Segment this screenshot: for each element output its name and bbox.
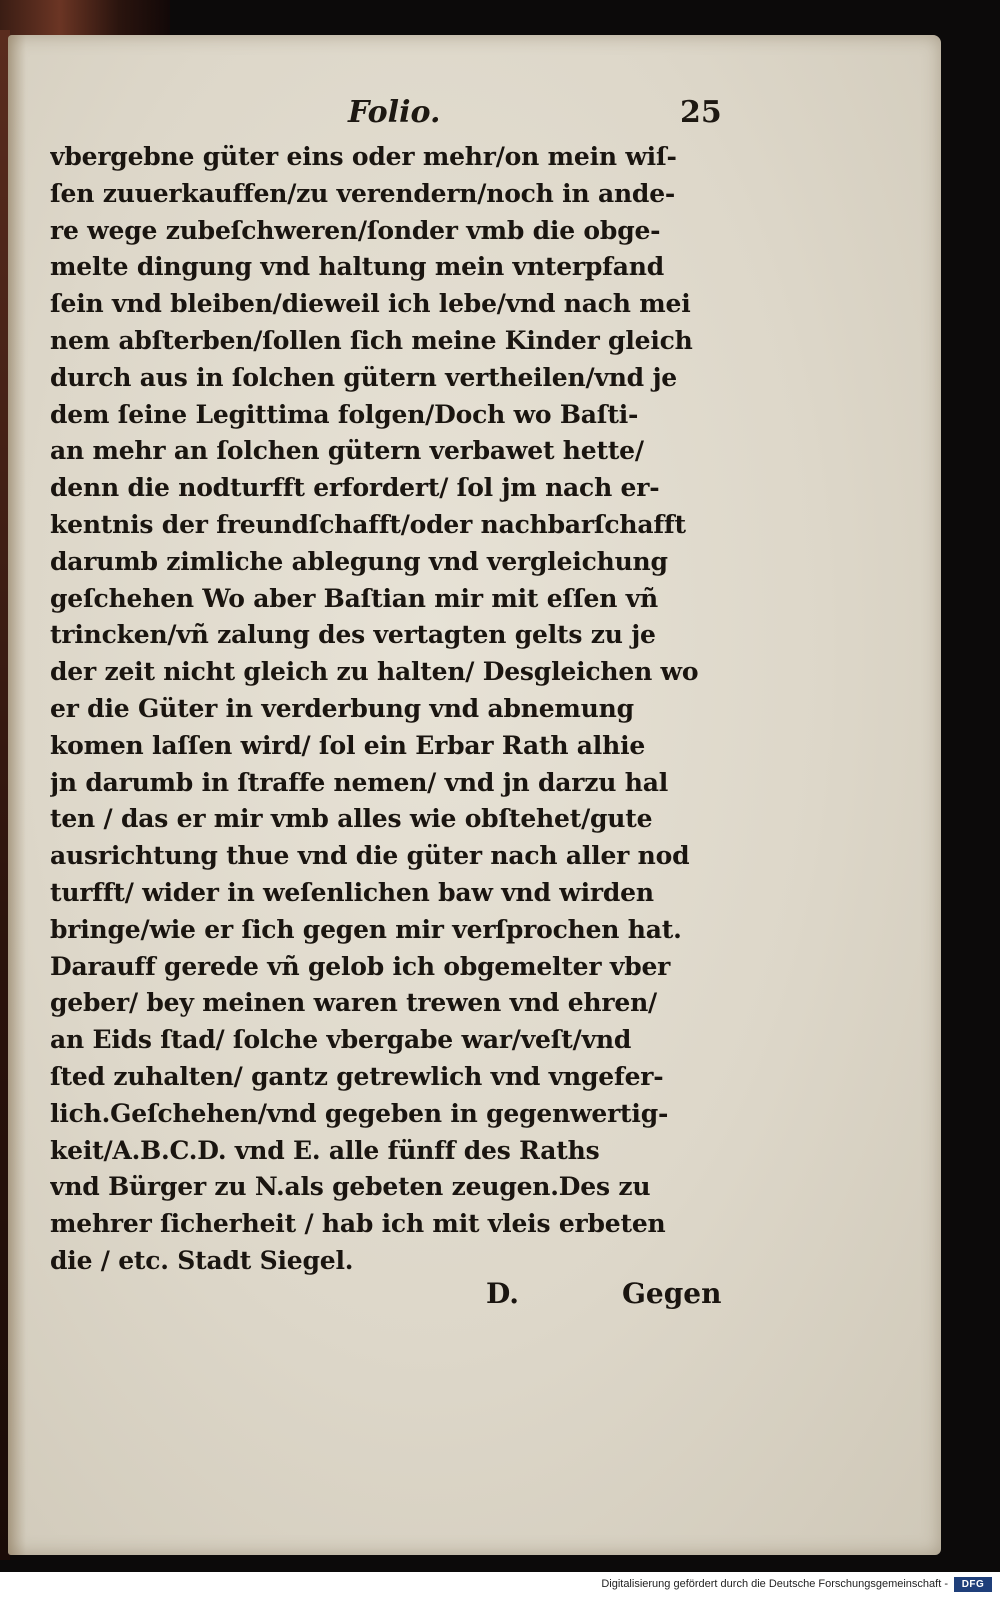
text-line: vbergebne güter eins oder mehr/on mein wiſ-	[50, 142, 677, 171]
text-line: er die Güter in verderbung vnd abnemung	[50, 693, 634, 723]
text-line: denn die nodturfft erfordert/ ſol jm nach er-	[50, 473, 660, 503]
footer-credit: Digitalisierung gefördert durch die Deutsche Forschungsgemeinschaft -	[601, 1578, 948, 1590]
text-line: die / etc. Stadt Siegel.	[50, 1245, 354, 1275]
text-line: komen laſſen wird/ ſol ein Erbar Rath alhie	[50, 730, 646, 760]
book-page	[8, 35, 941, 1555]
body-text	[50, 139, 750, 1280]
text-line: der zeit nicht gleich zu halten/ Desgleichen wo	[50, 657, 699, 687]
text-line: ten / das er mir vmb alles wie obſtehet/gute	[50, 804, 653, 834]
page-gutter-shadow	[8, 35, 26, 1555]
text-line: mehrer ſicherheit / hab ich mit vleis erbeten	[50, 1209, 666, 1239]
text-line: geſchehen Wo aber Baſtian mir mit eſſen vñ	[50, 583, 659, 613]
text-line: melte dingung vnd haltung mein vnterpfand	[50, 252, 664, 282]
text-line: keit/A.B.C.D. vnd E. alle fünff des Raths	[50, 1135, 600, 1165]
text-line: ausrichtung thue vnd die güter nach aller nod	[50, 841, 690, 871]
text-line: lich.Geſchehen/vnd gegeben in gegenwertig-	[50, 1098, 669, 1128]
text-line: dem ſeine Legittima folgen/Doch wo Baſti-	[50, 399, 639, 429]
running-head-title: Folio.	[348, 95, 441, 130]
text-line: turfft/ wider in weſenlichen baw vnd wirden	[50, 877, 654, 907]
catchword-line	[8, 1277, 941, 1317]
text-line: ſen zuuerkauffen/zu verendern/noch in ande-	[50, 178, 676, 208]
catchword: Gegen	[622, 1277, 722, 1310]
text-line: ſted zuhalten/ gantz getrewlich vnd vngefer-	[50, 1061, 664, 1091]
text-line: kentnis der freundſchafft/oder nachbarſchafft	[50, 509, 686, 539]
text-line: trincken/vñ zalung des vertagten gelts zu je	[50, 620, 656, 650]
text-line: darumb zimliche ablegung vnd vergleichung	[50, 546, 668, 576]
text-line: an mehr an ſolchen gütern verbawet hette/	[50, 436, 644, 466]
running-head	[8, 95, 941, 135]
text-line: bringe/wie er ſich gegen mir verſprochen hat.	[50, 914, 682, 944]
text-line: jn darumb in ſtraffe nemen/ vnd jn darzu hal	[50, 767, 669, 797]
text-line: ſein vnd bleiben/dieweil ich lebe/vnd nach mei	[50, 289, 691, 319]
digitization-footer	[0, 1572, 1000, 1599]
text-line: durch aus in ſolchen gütern vertheilen/vnd je	[50, 362, 678, 392]
page-number: 25	[680, 95, 722, 130]
text-line: an Eids ſtad/ ſolche vbergabe war/veſt/vnd	[50, 1025, 632, 1055]
text-line: geber/ bey meinen waren trewen vnd ehren/	[50, 988, 657, 1018]
text-line: nem abſterben/ſollen ſich meine Kinder gleich	[50, 325, 693, 355]
text-line: re wege zubeſchweren/ſonder vmb die obge-	[50, 215, 661, 245]
dfg-logo: DFG	[954, 1577, 992, 1592]
signature-mark: D.	[486, 1277, 520, 1310]
text-line: Darauff gerede vñ gelob ich obgemelter vber	[50, 951, 671, 981]
text-line: vnd Bürger zu N.als gebeten zeugen.Des zu	[50, 1172, 651, 1202]
